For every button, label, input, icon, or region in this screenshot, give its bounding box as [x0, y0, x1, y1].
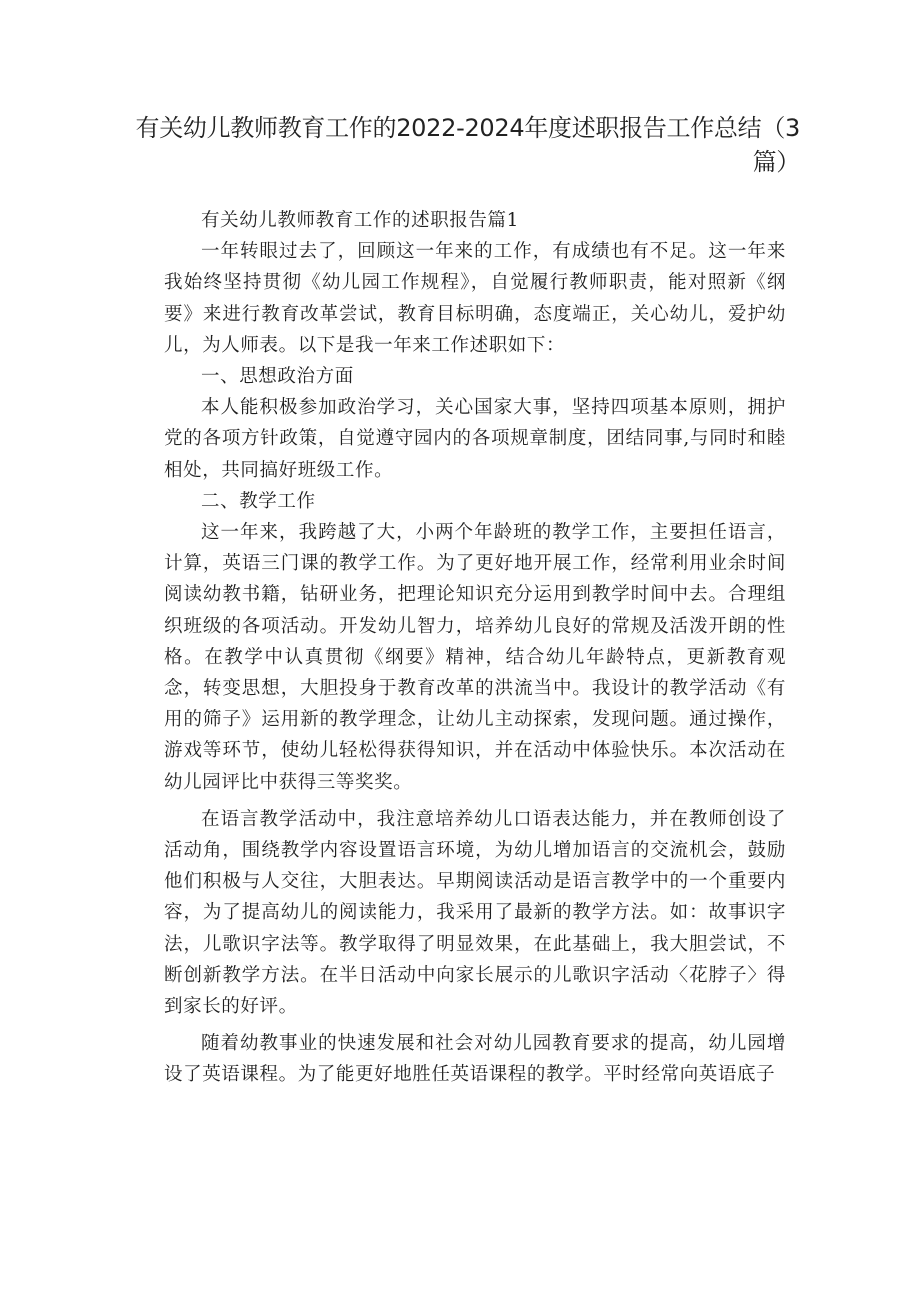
- paragraph-political: 本人能积极参加政治学习，关心国家大事，坚持四项基本原则，拥护党的各项方针政策，自觉遵守园内的各项规章制度，团结同事,与同时和睦相处，共同搞好班级工作。: [164, 397, 786, 481]
- paragraph-intro: 一年转眼过去了，回顾这一年来的工作，有成绩也有不足。这一年来我始终坚持贯彻《幼儿园工作规程》，自觉履行教师职责，能对照新《纲要》来进行教育改革尝试，教育目标明确，态度端正，关心幼儿，爱护幼儿，为人师表。以下是我一年来工作述职如下：: [164, 241, 786, 356]
- paragraph-english: 随着幼教事业的快速发展和社会对幼儿园教育要求的提高，幼儿园增设了英语课程。为了能更好地胜任英语课程的教学。平时经常向英语底子: [164, 1033, 786, 1086]
- heading-teaching: 二、教学工作: [201, 490, 316, 512]
- document-title: 有关幼儿教师教育工作的2022-2024年度述职报告工作总结（3篇）: [135, 114, 800, 176]
- heading-political: 一、思想政治方面: [201, 366, 354, 388]
- paragraph-language: 在语言教学活动中，我注意培养幼儿口语表达能力，并在教师创设了活动角，围绕教学内容设置语言环境，为幼儿增加语言的交流机会，鼓励他们积极与人交往，大胆表达。早期阅读活动是语言教学中的一个重要内容，为了提高幼儿的阅读能力，我采用了最新的教学方法。如：故事识字法，儿歌识字法等。教学取得了明显效果，在此基础上，我大胆尝试，不断创新教学方法。在半日活动中向家长展示的儿歌识字活动〈花脖子〉得到家长的好评。: [164, 808, 786, 1018]
- paragraph-teaching: 这一年来，我跨越了大，小两个年龄班的教学工作，主要担任语言，计算，英语三门课的教学工作。为了更好地开展工作，经常利用业余时间阅读幼教书籍，钻研业务，把理论知识充分运用到教学时间中去。合理组织班级的各项活动。开发幼儿智力，培养幼儿良好的常规及活泼开朗的性格。在教学中认真贯彻《纲要》精神，结合幼儿年龄特点，更新教育观念，转变思想，大胆投身于教育改革的洪流当中。我设计的教学活动《有用的筛子》运用新的教学理念，让幼儿主动探索，发现问题。通过操作，游戏等环节，使幼儿轻松得获得知识，并在活动中体验快乐。本次活动在幼儿园评比中获得三等奖奖。: [164, 522, 786, 793]
- document-body: [164, 205, 786, 1091]
- section-title: 有关幼儿教师教育工作的述职报告篇1: [201, 210, 519, 231]
